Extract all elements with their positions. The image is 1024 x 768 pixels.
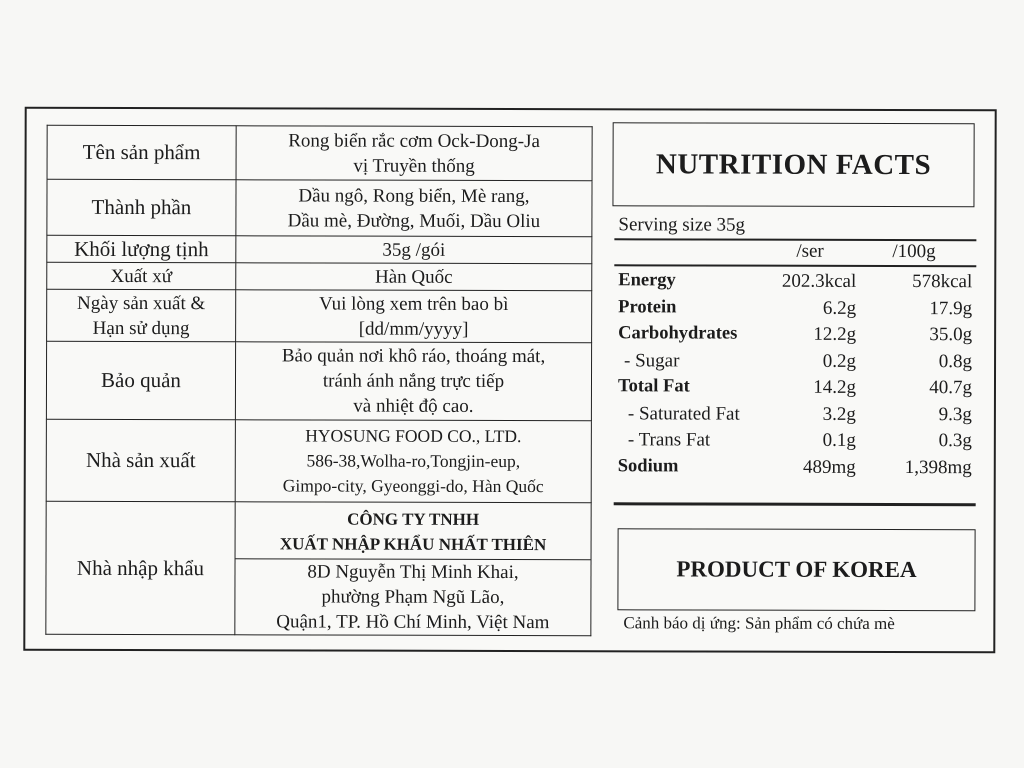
- nutrient-per-serving: 0.2g: [822, 350, 857, 372]
- table-row: [46, 341, 591, 420]
- nutrient-name: Sodium: [617, 455, 679, 476]
- nutrient-per-100g: 0.8g: [938, 350, 973, 372]
- dates-value: [236, 290, 592, 343]
- nutrient-name: - Sugar: [624, 349, 680, 371]
- column-header-per-100g: /100g: [892, 241, 936, 263]
- nutrition-row-energy: [618, 268, 974, 295]
- dates-line: Vui lòng xem trên bao bì: [318, 292, 509, 315]
- dates-key-line: Ngày sản xuất &: [77, 292, 206, 314]
- nutrition-rows: [618, 268, 975, 481]
- nutrient-name: Total Fat: [617, 376, 690, 397]
- nutrient-per-serving: 489mg: [802, 456, 856, 478]
- manufacturer-value: [235, 420, 591, 503]
- table-row: [47, 179, 592, 236]
- allergy-warning: Cảnh báo dị ứng: Sản phẩm có chứa mè: [623, 613, 895, 634]
- dates-key: [47, 289, 236, 341]
- product-label: [23, 107, 996, 654]
- dates-line: [dd/mm/yyyy]: [358, 318, 469, 340]
- importer-company-line: XUẤT NHẬP KHẨU NHẤT THIÊN: [279, 534, 547, 555]
- nutrient-per-100g: 0.3g: [938, 430, 972, 452]
- nutrient-name: - Trans Fat: [627, 429, 711, 451]
- nutrient-per-serving: 6.2g: [822, 297, 857, 319]
- storage-value: [235, 342, 591, 421]
- net-weight-key: Khối lượng tịnh: [47, 235, 236, 262]
- manufacturer-key: Nhà sản xuất: [46, 419, 235, 501]
- nutrient-name: Protein: [618, 296, 677, 317]
- nutrient-per-serving: 0.1g: [822, 429, 856, 451]
- nutrient-name: Energy: [618, 270, 676, 291]
- nutrition-row-protein: [618, 295, 974, 322]
- storage-line: và nhiệt độ cao.: [353, 395, 474, 417]
- product-name-line: vị Truyền thống: [353, 155, 475, 177]
- nutrient-per-100g: 578kcal: [912, 271, 973, 293]
- ingredients-line: Dầu mè, Đường, Muối, Dầu Oliu: [287, 209, 541, 232]
- nutrient-per-serving: 3.2g: [822, 403, 856, 425]
- nutrition-row-total-fat: [618, 374, 974, 401]
- nutrition-row-saturated-fat: [618, 401, 974, 428]
- nutrient-per-serving: 12.2g: [813, 323, 857, 345]
- importer-company-line: CÔNG TY TNHH: [347, 509, 480, 529]
- nutrition-rule-header: [614, 264, 976, 266]
- nutrition-row-sugar: [618, 348, 974, 375]
- importer-address-line: Quận1, TP. Hồ Chí Minh, Việt Nam: [276, 611, 550, 634]
- table-row: [47, 289, 592, 342]
- nutrition-rule-bottom: [614, 502, 976, 505]
- nutrient-name: - Saturated Fat: [627, 402, 740, 425]
- dates-key-line: Hạn sử dụng: [92, 317, 190, 339]
- ingredients-value: [236, 180, 592, 237]
- importer-value: [235, 502, 591, 636]
- serving-size: Serving size 35g: [618, 214, 746, 236]
- nutrient-per-serving: 202.3kcal: [781, 270, 857, 292]
- product-name-line: Rong biển rắc cơm Ock-Dong-Ja: [288, 129, 540, 152]
- storage-line: tránh ánh nắng trực tiếp: [322, 370, 505, 392]
- nutrition-row-trans-fat: [618, 427, 974, 454]
- origin-key: Xuất xứ: [47, 262, 236, 289]
- nutrient-per-100g: 35.0g: [929, 324, 973, 346]
- importer-key: Nhà nhập khẩu: [46, 501, 235, 634]
- importer-address-line: 8D Nguyễn Thị Minh Khai,: [307, 561, 519, 584]
- nutrient-per-100g: 9.3g: [938, 403, 972, 425]
- nutrition-facts-title: NUTRITION FACTS: [612, 122, 974, 207]
- product-info-table: [45, 125, 592, 636]
- net-weight-value: 35g /gói: [236, 236, 592, 264]
- storage-line: Bảo quản nơi khô ráo, thoáng mát,: [281, 345, 546, 368]
- nutrient-per-100g: 40.7g: [929, 377, 973, 399]
- nutrition-row-sodium: [618, 454, 974, 481]
- product-name-value: [236, 126, 592, 181]
- manufacturer-line: Gimpo-city, Gyeonggi-do, Hàn Quốc: [282, 475, 544, 497]
- storage-key: Bảo quản: [46, 341, 235, 419]
- origin-value: Hàn Quốc: [236, 263, 592, 291]
- ingredients-line: Dầu ngô, Rong biển, Mè rang,: [298, 184, 530, 207]
- table-row: [47, 262, 592, 290]
- table-row: [47, 125, 592, 180]
- nutrient-per-100g: 17.9g: [929, 297, 973, 319]
- importer-address-line: phường Phạm Ngũ Lão,: [321, 586, 505, 608]
- nutrient-per-serving: 14.2g: [813, 376, 857, 398]
- ingredients-key: Thành phần: [47, 179, 236, 235]
- nutrition-row-carbohydrates: [618, 321, 974, 348]
- nutrient-name: Carbohydrates: [618, 323, 738, 344]
- column-header-per-serving: /ser: [796, 240, 824, 262]
- table-row: [46, 419, 591, 502]
- nutrient-per-100g: 1,398mg: [904, 456, 972, 478]
- table-row: [47, 235, 592, 263]
- table-row: [46, 501, 591, 635]
- manufacturer-line: 586-38,Wolha-ro,Tongjin-eup,: [306, 450, 521, 472]
- product-name-key: Tên sản phẩm: [47, 125, 236, 179]
- manufacturer-line: HYOSUNG FOOD CO., LTD.: [305, 425, 522, 447]
- product-of-korea-box: PRODUCT OF KOREA: [617, 528, 975, 611]
